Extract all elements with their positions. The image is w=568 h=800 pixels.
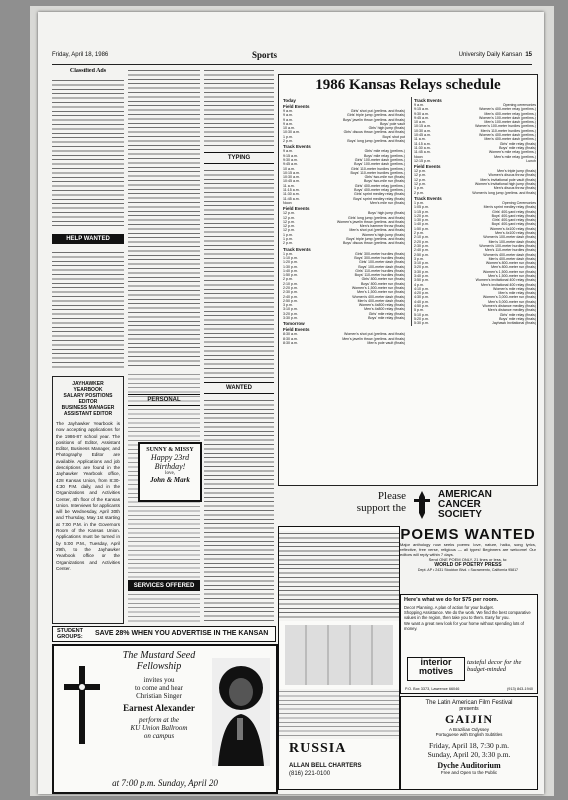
event-time: 4:20 p.m. (414, 291, 429, 296)
event-time: Noon (283, 200, 292, 205)
event-time: 2:10 p.m. (283, 281, 298, 286)
poems-headline: POEMS WANTED (400, 526, 536, 543)
event-time: 9 a.m. (283, 117, 293, 122)
event-time: 11:15 a.m. (414, 141, 431, 146)
masthead-page: University Daily Kansan 15 (458, 52, 532, 58)
event-time: 2:50 p.m. (283, 298, 298, 303)
event-time: 11:30 a.m. (283, 192, 300, 197)
event-time: 12 p.m. (414, 177, 426, 182)
event-name: Men's 4x100 relay (finals) (495, 231, 536, 236)
event-time: Noon (414, 154, 423, 159)
event-name: Women's 1,500-meter run (finals) (482, 269, 536, 274)
kansas-relays-schedule (278, 74, 538, 486)
jayhawker-title-line: YEARBOOK (73, 387, 103, 393)
event-time: 2:30 p.m. (414, 243, 429, 248)
services-section (128, 580, 200, 594)
event-time: 2:30 p.m. (283, 290, 298, 295)
event-time: 8:30 a.m. (283, 340, 298, 345)
event-name: Girls' triple jump (prelims. and finals) (346, 113, 405, 118)
event-time: 2 p.m. (414, 231, 424, 236)
performer-name: Earnest Alexander (123, 703, 195, 713)
event-time: 10 a.m. (283, 166, 295, 171)
event-name: Women's 100-meter dash (prelims.) (479, 115, 536, 120)
issue-date: Friday, April 18, 1986 (52, 52, 109, 58)
event-name: Boys' sprint medley relay (finals) (353, 196, 405, 201)
event-name: Women's distance medley (finals) (482, 304, 536, 309)
event-time: 12 p.m. (283, 224, 295, 229)
event-name: Men's 800-meter run (finals) (491, 265, 536, 270)
schedule-row (414, 191, 538, 195)
event-name: Men's invitational 400 relay (finals) (480, 282, 536, 287)
schedule-row (283, 341, 409, 345)
schedule-row (414, 159, 538, 163)
event-time: 8:30 a.m. (283, 332, 298, 337)
film-festival-ad: The Latin American Film Festival presents GAIJIN A Brazilian Odyssey Portuguese with English Subtitles Friday, April 18, 7:30 p.m. Sunday, April 20, 3:30 p.m. Dyche Auditorium Free and Open to the Public (400, 696, 538, 790)
event-time: 11 a.m. (283, 183, 295, 188)
event-name: Women's mile relay (finals) (493, 286, 536, 291)
event-time: 10:30 a.m. (283, 130, 300, 135)
event-time: 9:30 a.m. (283, 157, 298, 162)
event-name: Women's 100-meter hurdles (finals) (479, 243, 536, 248)
event-name: Boys' 300-meter hurdles (finals) (354, 255, 405, 260)
event-time: 4 p.m. (414, 282, 424, 287)
schedule-heading: Field Events (283, 104, 310, 109)
event-name: Girls' mile relay (finals) (499, 312, 536, 317)
birthday-ad: SUNNY & MISSY Happy 23rd Birthday! love, John & Mark (138, 442, 202, 502)
event-name: Men's 400-meter relay (prelims.) (484, 111, 536, 116)
schedule-heading: Track Events (414, 98, 442, 103)
event-name: Boys' 400-yard relay (finals) (491, 213, 536, 218)
event-time: 12 p.m. (283, 215, 295, 220)
event-name: Men's shot put (prelims. and finals) (349, 228, 405, 233)
event-time: 10:30 a.m. (283, 175, 300, 180)
event-time: 5:10 p.m. (414, 312, 429, 317)
cross-icon (62, 666, 102, 744)
event-time: 3:30 p.m. (414, 269, 429, 274)
event-name: Opening ceremonies (502, 103, 536, 107)
schedule-row (283, 316, 409, 320)
student-groups-ad: STUDENT GROUPS: SAVE 28% WHEN YOU ADVERTISE IN THE KANSAN (52, 626, 276, 642)
event-name: Opening Ceremonies (502, 200, 536, 205)
event-name: Men's discus throw (finals) (493, 186, 536, 191)
event-time: 3:40 p.m. (414, 273, 429, 278)
event-name: Women's 400-meter relay (prelims.) (479, 107, 536, 112)
event-time: at 7:00 p.m. Sunday, April 20 (112, 778, 218, 788)
event-name: Boys' 110-meter hurdles (prelims.) (350, 170, 405, 175)
event-name: Men's 110-meter hurdles (prelims.) (480, 128, 536, 133)
event-time: 12 p.m. (283, 228, 295, 233)
event-time: 9 a.m. (283, 121, 293, 126)
event-name: Women's invitational 400 relay (finals) (475, 278, 536, 283)
event-time: 1:40 p.m. (283, 268, 298, 273)
event-name: Boys' discus throw (prelims. and finals) (342, 241, 405, 246)
event-time: 1 p.m. (283, 237, 293, 242)
event-name: Girls' two-mile run (finals) (364, 175, 405, 180)
singer-photo (212, 658, 270, 766)
event-name: Boys' pole vault (379, 121, 405, 126)
services-header: SERVICES OFFERED (128, 580, 200, 591)
event-name: Girls' mile relay (prelims.) (364, 149, 405, 154)
wanted-header: WANTED (204, 382, 274, 394)
page-header (52, 50, 532, 65)
event-name: Men's mile relay (finals) (498, 291, 536, 296)
event-name: Girls' 400-yard relay (finals) (492, 209, 536, 214)
charter-phone: (816) 221-0100 (289, 771, 331, 777)
event-time: 2 p.m. (414, 190, 424, 195)
event-time: 5:30 p.m. (414, 321, 429, 326)
event-name: Women's high jump (finals) (361, 232, 405, 237)
jayhawker-ad (52, 376, 124, 624)
interior-motives-logo: interior motives (407, 657, 465, 681)
event-name: Women's 3,000-meter run (finals) (482, 295, 536, 300)
event-name: Women's 4x800 relay (finals) (358, 303, 405, 308)
event-name: Women's shot put (prelims. and finals) (344, 332, 405, 337)
schedule-row (283, 201, 409, 205)
event-time: 10:45 a.m. (283, 179, 300, 184)
event-name: Men's mile relay (prelims.) (494, 154, 536, 159)
personal-header: PERSONAL (128, 394, 200, 406)
event-time: 3 p.m. (283, 303, 293, 308)
schedule-heading: Track Events (283, 246, 311, 252)
event-name: Girls' discus throw (prelims. and finals) (343, 130, 405, 135)
event-time: 11:15 a.m. (283, 188, 300, 193)
event-time: 1 p.m. (283, 232, 293, 237)
schedule-right-column (411, 97, 538, 326)
event-time: 11:45 a.m. (414, 150, 431, 155)
event-name: Men's sprint medley relay (finals) (483, 205, 536, 210)
event-time: 3:30 p.m. (283, 316, 298, 321)
event-time: 2:20 p.m. (414, 239, 429, 244)
event-time: 3:20 p.m. (283, 311, 298, 316)
event-time: 3:20 p.m. (414, 265, 429, 270)
event-name: Men's 400-meter dash (prelims.) (484, 137, 536, 142)
event-name: Women's 1,500-meter run (finals) (351, 285, 405, 290)
event-name: Girls' long jump (prelims. and finals) (347, 215, 405, 220)
event-name: Men's 4x800 relay (finals) (364, 307, 405, 312)
event-time: 10 a.m. (283, 126, 295, 131)
jayhawker-body: The Jayhawker Yearbook is now accepting applications for the 1986-87 school year. The positions of Editor, Assistant Editor, Business Manager, and Photography Editor are available. Applications and job descriptions are found in the Jayhawker Yearbook office, 428 Kansas Union, from 8:30-4:30 P.M. daily, and in the Organizations and Activities Center, 4th floor of the Kansas Union. Interviews for applicants will be Wednesday, April 30th and Thursday, May 1st starting at 7:00 P.M. in the Governors Room of the Kansas Union. Applications must be turned in by 5:00 P.M., Tuesday, April 29th, to the Jayhawker Yearbook office or the Organizations and Activities Center. (56, 421, 120, 571)
event-time: 4:30 p.m. (414, 295, 429, 300)
event-time: 2:50 p.m. (414, 252, 429, 257)
event-name: Boys' javelin throw (prelims. and finals) (342, 117, 405, 122)
event-name: Men's 1,500-meter run (finals) (357, 290, 405, 295)
event-name: Women's long jump (prelims. and finals) (472, 190, 536, 195)
russia-title: RUSSIA (289, 741, 347, 756)
event-name: Women's 400-meter dash (finals) (483, 252, 536, 257)
event-time: 12:15 p.m. (414, 158, 431, 163)
event-name: Men's pole vault (finals) (367, 340, 405, 345)
schedule-title: 1986 Kansas Relays schedule (315, 77, 501, 93)
event-time: 2:10 p.m. (414, 235, 429, 240)
classified-column-1 (52, 68, 124, 624)
mustard-seed-ad: The Mustard Seed Fellowship invites you to come and hear Christian Singer Earnest Alexander perform at the KU Union Ballroom on campus at 7:00 p.m. Sunday, April 20 (52, 644, 278, 794)
event-name: Girls' 800-meter run (finals) (361, 277, 405, 282)
event-time: 12 p.m. (283, 211, 295, 216)
event-name: Men's 1,500-meter run (finals) (488, 273, 536, 278)
event-time: 5:20 p.m. (414, 316, 429, 321)
event-time: 1:20 p.m. (414, 213, 429, 218)
charter-name: ALLAN BELL CHARTERS (289, 763, 362, 769)
event-name: Women's javelin throw (prelims. and finals) (336, 219, 405, 224)
event-time: 12 p.m. (414, 169, 426, 174)
jayhawker-title-line: SALARY POSITIONS (63, 393, 113, 399)
event-time: 4:10 p.m. (414, 286, 429, 291)
interior-motives-ad: Here's what we do for $75 per room. Decor Planning. A plan of action for your budget. Shopping Assistance. We do the work. We find the best comparative values in the region, then take you to them. Easy for you. We want a great new look for your home without spending lots of money. interior motives tasteful decor for the budget-minded P.O. Box 3373, Lawrence 66046 (913) 843-1940 (400, 594, 538, 694)
schedule-left-column (283, 97, 409, 345)
event-time: 2 p.m. (283, 241, 293, 246)
event-name: Men's mile run (finals) (369, 200, 405, 205)
airfare-table (285, 625, 393, 685)
travel-ads-panel (278, 526, 400, 790)
event-time: 1:15 p.m. (414, 209, 429, 214)
event-time: 12 p.m. (283, 219, 295, 224)
event-time: 3 p.m. (414, 256, 424, 261)
event-time: 2:20 p.m. (283, 285, 298, 290)
cancer-sword-icon (410, 491, 434, 519)
event-name: Men's 100-meter dash (prelims.) (484, 120, 536, 125)
newspaper-page (38, 12, 544, 794)
event-name: Women's 4x100 relay (finals) (489, 226, 536, 231)
event-time: 5 p.m. (414, 308, 424, 313)
event-name: Boys' mile relay (finals) (499, 145, 536, 150)
schedule-heading: Field Events (283, 327, 310, 333)
event-name: Men's distance medley (finals) (487, 308, 536, 313)
event-name: Boys' 100-meter dash (prelims.) (354, 162, 405, 167)
cancer-society-ad: Please support the AMERICAN CANCER SOCIETY (356, 489, 492, 520)
event-time: 12 p.m. (414, 173, 426, 178)
event-name: Men's hammer throw (finals) (359, 224, 405, 229)
schedule-heading: Track Events (283, 144, 311, 150)
help-wanted-header: HELP WANTED (52, 234, 124, 244)
event-name: Jayhawk Invitational (finals) (492, 321, 536, 326)
event-name: Men's 400-meter dash (finals) (357, 298, 405, 303)
event-name: Men's triple jump (finals) (497, 169, 536, 174)
event-time: 3:10 p.m. (414, 261, 429, 266)
event-name: Girls' 100-meter dash (finals) (358, 260, 405, 265)
event-name: Boys' mile relay (finals) (499, 316, 536, 321)
event-name: Boys' mile relay (finals) (368, 316, 405, 321)
event-time: 2 p.m. (283, 277, 293, 282)
event-name: Boys' triple jump (prelims. and finals) (346, 237, 405, 242)
event-time: 10:30 a.m. (414, 128, 431, 133)
event-time: 11 a.m. (414, 137, 426, 142)
section-name: Sports (252, 50, 278, 60)
event-time: 9 a.m. (283, 149, 293, 154)
event-name: Men's 400-meter dash (finals) (488, 256, 536, 261)
event-time: 3:50 p.m. (414, 278, 429, 283)
event-time: 1:50 p.m. (283, 273, 298, 278)
classified-title: Classified Ads (69, 68, 107, 74)
typing-header: TYPING (204, 152, 274, 164)
event-time: 1:10 p.m. (283, 255, 298, 260)
event-name: Boys' two-mile run (finals) (363, 179, 405, 184)
event-name: Men's 110-meter hurdles (finals) (484, 248, 536, 253)
event-time: 9 a.m. (283, 109, 293, 113)
jayhawker-title-line: JAYHAWKER (72, 381, 104, 387)
poems-wanted-ad: POEMS WANTED Major anthology now seeks poems: love, nature, haiku, song lyrics, reflective, free verse, religious — all types! Beginners are welcome! Our editors will reply within 7 days. Send ONE POEM ONLY, 21 lines or less, to: WORLD OF POETRY PRESS Dept. AP • 2431 Stockton Blvd. • Sacramento, California 95817 (400, 526, 536, 573)
event-time: 4:50 p.m. (414, 304, 429, 309)
schedule-heading: Field Events (283, 206, 310, 212)
event-time: 4:40 p.m. (414, 299, 429, 304)
event-time: 1:20 p.m. (283, 260, 298, 265)
event-name: Girls' 110-meter hurdles (prelims.) (351, 166, 405, 171)
event-name: Boys' 400-meter relay (prelims.) (354, 188, 405, 193)
event-time: 9 a.m. (414, 103, 424, 107)
event-name: Boys' 800-meter run (finals) (360, 281, 405, 286)
schedule-row (283, 241, 409, 245)
jayhawker-title-line: EDITOR (78, 399, 98, 405)
personal-section (128, 394, 200, 410)
event-name: Women's 400-meter dash (finals) (352, 294, 405, 299)
event-name: Women's 100-meter hurdles (prelims.) (475, 124, 536, 129)
event-name: Girls' shot put (prelims. and finals) (350, 109, 405, 113)
schedule-heading: Track Events (414, 195, 442, 201)
event-time: 1 p.m. (414, 186, 424, 191)
event-time: 9:30 a.m. (414, 111, 429, 116)
event-time: 1 p.m. (414, 200, 424, 205)
event-name: Girls' 110-meter hurdles (finals) (355, 268, 405, 273)
schedule-row (283, 139, 409, 143)
event-name: Women's discus throw (finals) (488, 173, 536, 178)
event-name: Girls' 400-meter relay (prelims.) (354, 183, 405, 188)
event-name: Men's invitational pole vault (finals) (480, 177, 536, 182)
event-time: 9:15 a.m. (283, 153, 298, 158)
event-time: 2:40 p.m. (283, 294, 298, 299)
event-name: Boys' high jump (finals) (367, 211, 405, 216)
event-time: 10:15 a.m. (283, 170, 300, 175)
event-time: 9 a.m. (283, 113, 293, 118)
jayhawker-title-line: BUSINESS MANAGER (61, 405, 115, 411)
event-name: Women's mile relay (prelims.) (488, 150, 536, 155)
event-name: Boys' 400-yard relay (finals) (491, 222, 536, 227)
classified-column-3 (204, 68, 274, 624)
event-time: 1 p.m. (283, 134, 293, 139)
event-time: 1:50 p.m. (414, 226, 429, 231)
event-name: Boys' shot put (382, 134, 405, 139)
classified-column-2 (128, 68, 200, 624)
event-name: Girls' high jump (finals) (368, 126, 405, 131)
schedule-heading: Today (283, 98, 296, 103)
event-name: Lunch (526, 158, 536, 163)
event-time: 8:30 a.m. (283, 336, 298, 341)
event-time: 1:30 p.m. (283, 264, 298, 269)
event-name: Men's 100-meter dash (finals) (488, 239, 536, 244)
event-time: 3:10 p.m. (283, 307, 298, 312)
event-name: Girls' mile relay (finals) (368, 311, 405, 316)
schedule-row (414, 321, 538, 325)
event-name: Girls' mile relay (finals) (499, 141, 536, 146)
jayhawker-title-line: ASSISTANT EDITOR (63, 411, 113, 417)
event-time: 9:45 a.m. (414, 115, 429, 120)
event-time: 2 p.m. (283, 139, 293, 144)
event-time: 10 a.m. (414, 120, 426, 125)
event-time: 1:05 p.m. (414, 205, 429, 210)
event-name: Boys' 110-meter hurdles (finals) (354, 273, 405, 278)
event-time: 11:30 a.m. (414, 145, 431, 150)
event-time: 10:15 a.m. (414, 124, 431, 129)
event-name: Women's 800-meter run (finals) (485, 261, 536, 266)
event-name: Boys' mile relay (prelims.) (363, 153, 405, 158)
event-name: Women's 100-meter dash (finals) (483, 235, 536, 240)
event-name: Boys' 100-meter dash (finals) (358, 264, 405, 269)
event-time: 11:45 a.m. (283, 196, 300, 201)
event-name: Men's 5,000-meter run (finals) (488, 299, 536, 304)
event-time: 1:40 p.m. (414, 222, 429, 227)
event-name: Girls' 100-meter dash (prelims.) (354, 157, 405, 162)
event-time: 1:30 p.m. (414, 218, 429, 223)
event-name: Boys' long jump (prelims. and finals) (347, 139, 405, 144)
event-name: Girls' 300-meter hurdles (finals) (354, 251, 405, 256)
event-name: Women's invitational high jump (finals) (474, 182, 536, 187)
event-time: 9:15 a.m. (414, 107, 429, 112)
schedule-heading: Tomorrow (283, 321, 305, 327)
event-time: 1 p.m. (283, 251, 293, 256)
event-name: Girls' sprint medley relay (finals) (353, 192, 405, 197)
event-name: Men's javelin throw (prelims. and finals) (342, 336, 405, 341)
event-time: 10:45 a.m. (414, 133, 431, 138)
event-name: Girls' 400-yard relay (finals) (492, 218, 536, 223)
event-time: 12 p.m. (414, 182, 426, 187)
event-time: 2:40 p.m. (414, 248, 429, 253)
schedule-heading: Field Events (414, 164, 441, 170)
film-title: GAIJIN (444, 712, 493, 726)
event-name: Women's 400-meter dash (prelims.) (479, 133, 536, 138)
event-time: 9:45 a.m. (283, 162, 298, 167)
